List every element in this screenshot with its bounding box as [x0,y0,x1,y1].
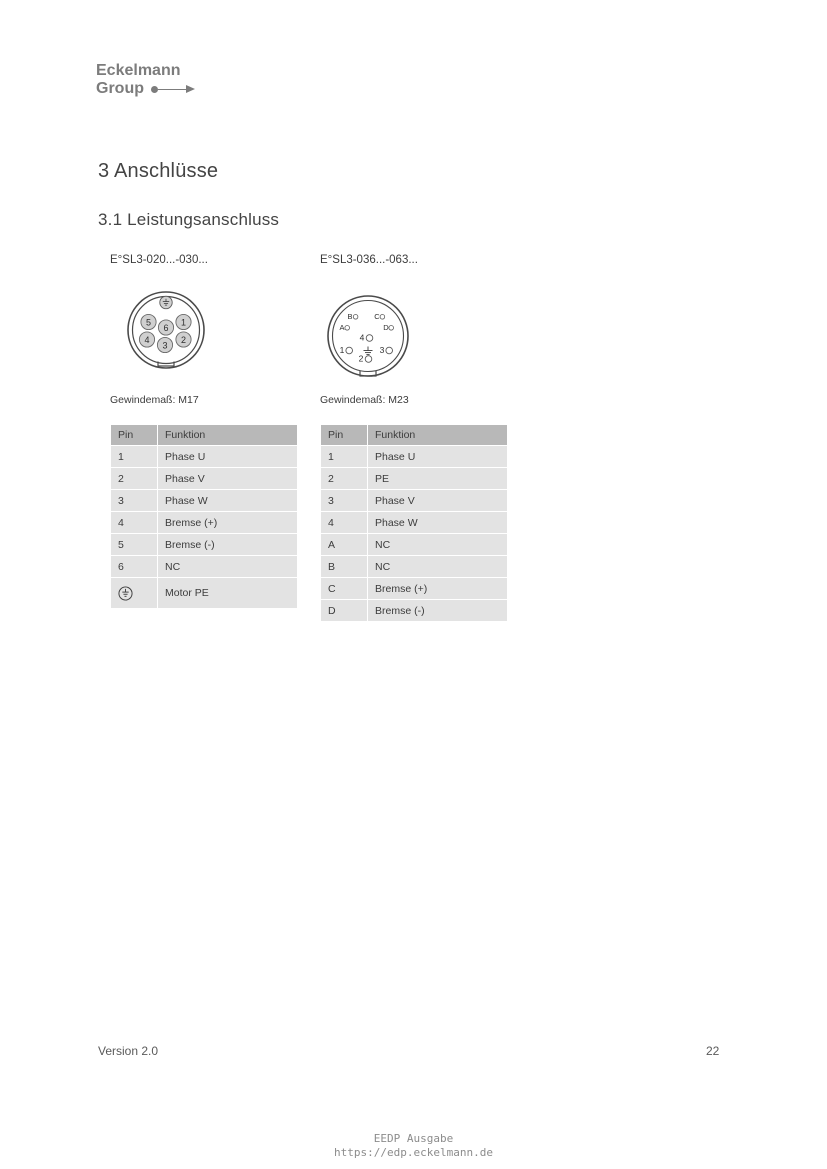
cell-pin: 3 [321,490,368,512]
cell-funktion: Bremse (-) [158,534,298,556]
watermark [0,1132,827,1160]
cell-pin: 4 [321,512,368,534]
table-row [111,578,298,609]
cell-funktion: Phase U [158,446,298,468]
svg-text:3: 3 [379,345,385,355]
table-row [111,490,298,512]
connector-title-m17: E°SL3-020...-030... [110,254,208,266]
cell-pin: 2 [111,468,158,490]
header-funktion: Funktion [368,425,508,446]
cell-pin: 4 [111,512,158,534]
connector-title-m23: E°SL3-036...-063... [320,254,418,266]
pin-table-m23 [320,424,508,622]
svg-text:5: 5 [145,317,152,328]
cell-funktion: Phase V [158,468,298,490]
cell-pin-pe [111,578,158,609]
table-row [321,490,508,512]
logo-company-name: Eckelmann [96,62,181,79]
cell-funktion: Motor PE [158,578,298,609]
logo-group-text: Group [96,80,144,97]
header-pin: Pin [321,425,368,446]
logo-group-row [96,80,195,98]
svg-text:4: 4 [144,334,150,345]
table-row [321,600,508,622]
earth-ground-icon [118,586,133,601]
m17-round-connector-icon [118,282,214,378]
cell-pin: C [321,578,368,600]
cell-funktion: Bremse (+) [158,512,298,534]
cell-funktion: Phase W [158,490,298,512]
svg-text:2: 2 [358,353,364,364]
company-logo [96,62,195,98]
cell-funktion: NC [368,556,508,578]
cell-funktion: Phase W [368,512,508,534]
table-row [111,512,298,534]
section-heading: 3.1 Leistungsanschluss [98,210,280,229]
svg-text:D: D [383,323,389,332]
table-row [321,512,508,534]
cell-pin: 3 [111,490,158,512]
svg-text:1: 1 [180,317,187,328]
table-row [321,446,508,468]
connector-diagram-wrap-m17 [110,282,208,390]
svg-text:B: B [347,312,353,321]
cell-funktion: Phase U [368,446,508,468]
table-row [321,468,508,490]
cell-funktion: PE [368,468,508,490]
watermark-line1: EEDP Ausgabe [373,1132,454,1145]
cell-funktion: Bremse (-) [368,600,508,622]
cell-pin: 5 [111,534,158,556]
connector-block-m17 [110,254,208,406]
svg-text:C: C [374,312,380,321]
cell-pin: D [321,600,368,622]
cell-pin: 2 [321,468,368,490]
svg-text:3: 3 [162,340,168,351]
cell-pin: 6 [111,556,158,578]
thread-label-m23: Gewindemaß: M23 [320,394,409,406]
cell-funktion: Bremse (+) [368,578,508,600]
arrow-right-icon [151,83,195,95]
chapter-heading: 3 Anschlüsse [98,160,219,182]
cell-pin: A [321,534,368,556]
header-funktion: Funktion [158,425,298,446]
thread-label-m17: Gewindemaß: M17 [110,394,199,406]
svg-text:2: 2 [180,334,187,345]
cell-pin: 1 [111,446,158,468]
table-row [321,578,508,600]
table-header-row [111,425,298,446]
header-pin: Pin [111,425,158,446]
table-header-row [321,425,508,446]
table-row [111,534,298,556]
connector-diagram-wrap-m23 [320,282,418,390]
connector-block-m23 [320,254,418,406]
table-row [321,534,508,556]
svg-text:1: 1 [339,345,345,355]
cell-funktion: Phase V [368,490,508,512]
pin-table-m17 [110,424,298,609]
m23-round-connector-icon [320,288,416,384]
table-row [111,556,298,578]
cell-funktion: NC [368,534,508,556]
cell-pin: B [321,556,368,578]
svg-text:4: 4 [359,332,365,343]
table-row [111,446,298,468]
svg-text:6: 6 [163,322,169,333]
svg-text:A: A [339,323,345,332]
footer-version: Version 2.0 [98,1044,159,1058]
footer-page-number: 22 [706,1044,720,1058]
table-row [321,556,508,578]
cell-funktion: NC [158,556,298,578]
cell-pin: 1 [321,446,368,468]
table-row [111,468,298,490]
watermark-line2: https://edp.eckelmann.de [334,1146,493,1159]
